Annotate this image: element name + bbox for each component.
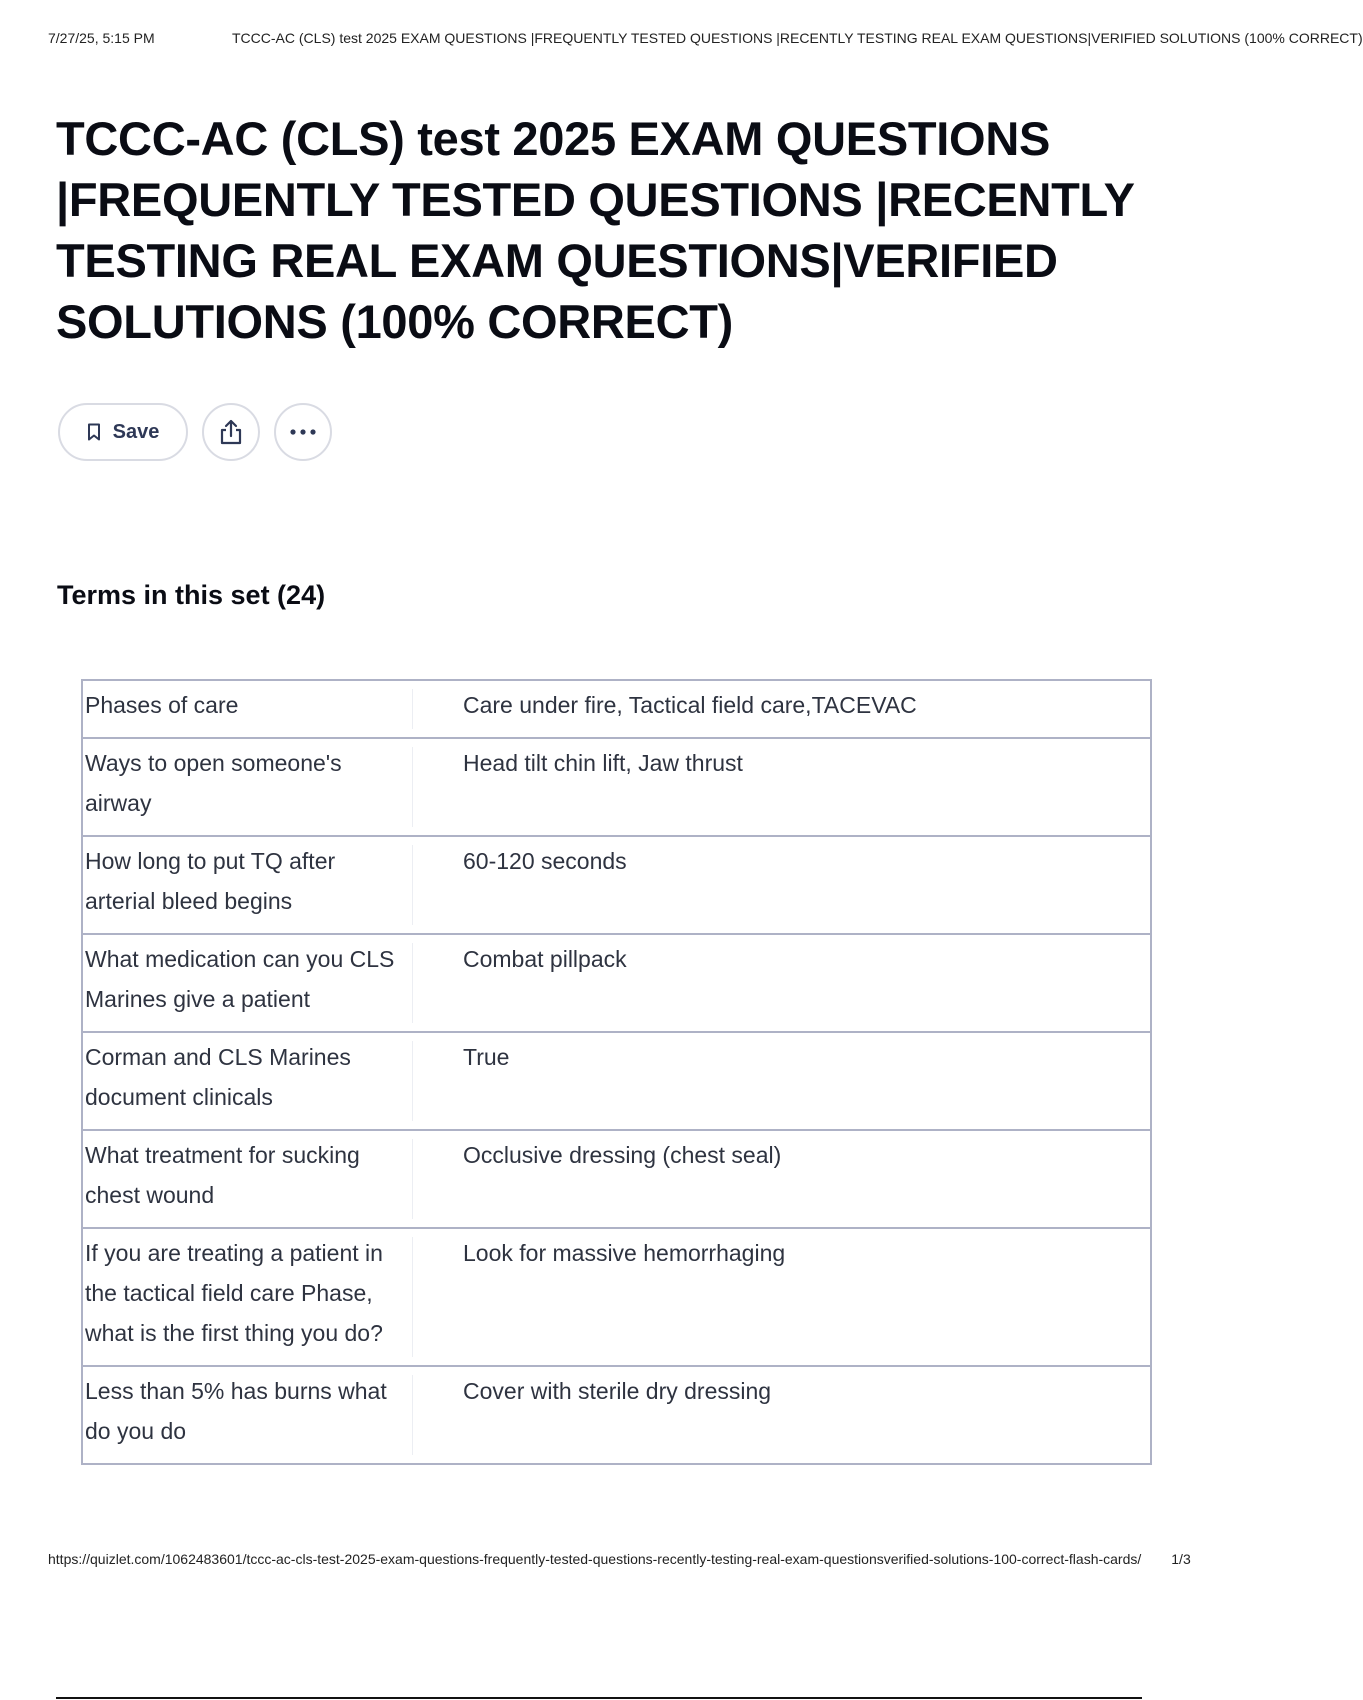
page-number: 1/3: [1171, 1551, 1191, 1567]
term-row: [82, 934, 1151, 1032]
action-bar: [58, 403, 332, 461]
term-row: [82, 680, 1151, 738]
definition-text: True: [413, 1032, 1151, 1130]
definition-text: Care under fire, Tactical field care,TACEVAC: [413, 680, 1151, 738]
term-row: [82, 1366, 1151, 1464]
term-row: [82, 836, 1151, 934]
print-footer: [48, 1551, 1191, 1567]
term-row: [82, 1130, 1151, 1228]
more-horizontal-icon: [289, 428, 317, 436]
term-text: Phases of care: [82, 680, 413, 738]
definition-text: Occlusive dressing (chest seal): [413, 1130, 1151, 1228]
more-options-button[interactable]: [274, 403, 332, 461]
share-icon: [218, 418, 244, 446]
definition-text: 60-120 seconds: [413, 836, 1151, 934]
term-text: What medication can you CLS Marines give a patient: [82, 934, 413, 1032]
print-header: [48, 30, 1363, 46]
definition-text: Look for massive hemorrhaging: [413, 1228, 1151, 1366]
share-button[interactable]: [202, 403, 260, 461]
terms-heading: Terms in this set (24): [57, 580, 326, 610]
term-text: How long to put TQ after arterial bleed begins: [82, 836, 413, 934]
page-title: TCCC-AC (CLS) test 2025 EXAM QUESTIONS |FREQUENTLY TESTED QUESTIONS |RECENTLY TESTING REAL EXAM QUESTIONS|VERIFIED SOLUTIONS (100% CORRECT): [56, 112, 1134, 348]
print-doc-title: TCCC-AC (CLS) test 2025 EXAM QUESTIONS |FREQUENTLY TESTED QUESTIONS |RECENTLY TESTING REAL EXAM QUESTIONS|VERIFIED SOLUTIONS (100% CORRECT): [232, 30, 1363, 46]
term-row: [82, 1228, 1151, 1366]
bookmark-icon: [87, 423, 101, 441]
definition-text: Head tilt chin lift, Jaw thrust: [413, 738, 1151, 836]
definition-text: Cover with sterile dry dressing: [413, 1366, 1151, 1464]
term-text: If you are treating a patient in the tactical field care Phase, what is the first thing you do?: [82, 1228, 413, 1366]
term-row: [82, 1032, 1151, 1130]
definition-text: Combat pillpack: [413, 934, 1151, 1032]
term-text: Less than 5% has burns what do you do: [82, 1366, 413, 1464]
print-datetime: 7/27/25, 5:15 PM: [48, 30, 155, 46]
save-label: Save: [112, 420, 160, 443]
terms-table: [81, 679, 1152, 1465]
term-row: [82, 738, 1151, 836]
term-text: What treatment for sucking chest wound: [82, 1130, 413, 1228]
save-button[interactable]: [58, 403, 188, 461]
divider: [56, 1697, 1142, 1699]
term-text: Ways to open someone's airway: [82, 738, 413, 836]
term-text: Corman and CLS Marines document clinicals: [82, 1032, 413, 1130]
page-url: https://quizlet.com/1062483601/tccc-ac-cls-test-2025-exam-questions-frequently-tested-questions-recently-testing-real-exam-questionsverified-solutions-100-correct-flash-cards/: [48, 1551, 1142, 1567]
